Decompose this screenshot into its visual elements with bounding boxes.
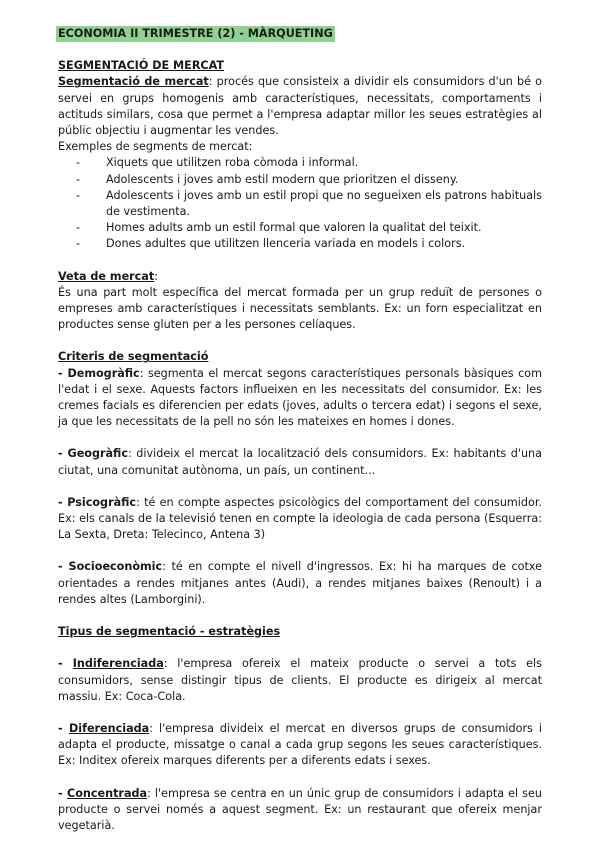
veta-term: Veta de mercat — [58, 269, 155, 283]
criteri-socioeconomic: - Socioeconòmic: té en compte el nivell d'ingressos. Ex: hi ha marques de cotxe orientades a rendes mitjanes antes (Audi), a rendes mitjanes baixes (Renoult) i a rendes altes (Lamborgini). — [58, 560, 542, 606]
tipus-diferenciada: - Diferenciada: l'empresa divideix el mercat en diversos grups de consumidors i adapta el producte, missatge o canal a cada grup segons les seues característiques. Ex: Inditex ofereix marques diferents per a diferents edats i sexes. — [58, 721, 542, 768]
title-highlight: ECONOMIA II TRIMESTRE (2) - MÀRQUETING — [56, 26, 335, 42]
section-heading-tipus: Tipus de segmentació - estratègies — [58, 625, 281, 639]
list-item: - Homes adults amb un estil formal que valoren la qualitat del teixit. — [94, 220, 542, 236]
examples-label: Exemples de segments de mercat: — [58, 140, 253, 154]
criteri-geografic: - Geogràfic: divideix el mercat la localització dels consumidors. Ex: habitants d'una ciutat, una comunitat autònoma, un país, un continent... — [58, 447, 542, 477]
document-title — [58, 26, 542, 42]
segmentacio-definition: Segmentació de mercat: procés que consisteix a dividir els consumidors d'un bé o servei en grups homogenis amb característiques, necessitats, comportaments i actituds similars, cosa que permet a l'empresa adaptar millor les seues estratègies al públic objectiu i augmentar les vendes. — [58, 75, 543, 138]
list-item: - Xiquets que utilitzen roba còmoda i informal. — [94, 155, 542, 171]
list-item: - Adolescents i joves amb un estil propi que no segueixen els patrons habituals de vestimenta. — [94, 188, 542, 220]
section-heading-segmentacio: SEGMENTACIÓ DE MERCAT — [58, 59, 225, 73]
section-heading-criteris: Criteris de segmentació — [58, 350, 209, 364]
veta-text: És una part molt específica del mercat formada per un grup reduït de persones o empreses amb característiques i necessitats semblants. Ex: un forn especialitzat en productes sense gluten per a les persones celíaques. — [58, 285, 542, 332]
segmentacio-term: Segmentació de mercat — [58, 75, 209, 89]
tipus-concentrada: - Concentrada: l'empresa se centra en un únic grup de consumidors i adapta el seu producte o servei només a aquest segment. Ex: un restaurant que ofereix menjar vegetarià. — [58, 786, 542, 832]
document-page — [58, 26, 542, 834]
criteri-demografic: - Demogràfic: segmenta el mercat segons característiques personals bàsiques com l'edat i el sexe. Aquests factors influeixen en les necessitats del consumidor. Ex: les cremes facials es diferencien per edats (joves, adults o tercera edat) i segons el sexe, ja que les necessitats de la pell no són les mateixes en homes i dones. — [58, 366, 542, 429]
list-item: - Adolescents i joves amb estil modern que prioritzen el disseny. — [94, 172, 542, 188]
examples-list — [58, 155, 542, 252]
list-item: - Dones adultes que utilitzen llenceria variada en models i colors. — [94, 236, 542, 252]
tipus-indiferenciada: - Indiferenciada: l'empresa ofereix el mateix producte o servei a tots els consumidors, sense distingir tipus de clients. El producte es dirigeix al mercat massiu. Ex: Coca-Cola. — [58, 657, 542, 703]
veta-heading: Veta de mercat: — [58, 269, 158, 283]
criteri-psicografic: - Psicogràfic: té en compte aspectes psicològics del comportament del consumidor. Ex: els canals de la televisió tenen en compte la ideologia de cada persona (Esquerra: La Sexta, Dreta: Telecinco, Antena 3) — [58, 495, 542, 542]
